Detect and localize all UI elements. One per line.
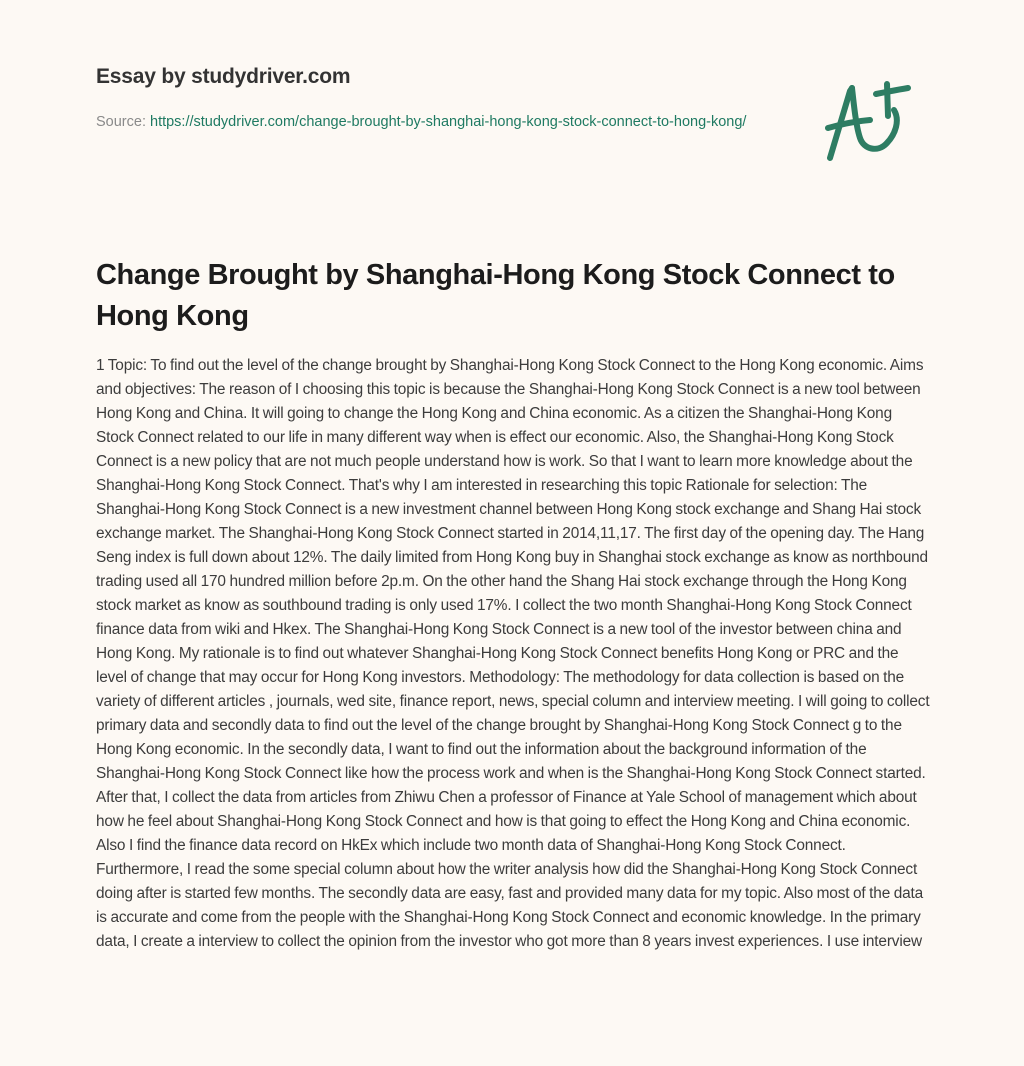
page-header <box>96 62 796 134</box>
site-title: Essay by studydriver.com <box>96 65 351 88</box>
source-link[interactable]: https://studydriver.com/change-brought-by-shanghai-hong-kong-stock-connect-to-hong-kong/ <box>150 114 747 130</box>
a-plus-grade-icon <box>820 66 930 166</box>
article-title: Change Brought by Shanghai-Hong Kong Stock Connect to Hong Kong <box>96 259 895 332</box>
source-line <box>96 110 766 134</box>
source-label: Source: <box>96 114 150 130</box>
article-body: 1 Topic: To find out the level of the change brought by Shanghai-Hong Kong Stock Connect to the Hong Kong economic. Aims and objectives: The reason of I choosing this topic is because the Shanghai-Hong Kong Stock Connect is a new tool between Hong Kong and China. It will going to change the Hong Kong and China economic. As a citizen the Shanghai-Hong Kong Stock Connect related to our life in many different way when is effect our economic. Also, the Shanghai-Hong Kong Stock Connect is a new policy that are not much people understand how is work. So that I want to learn more knowledge about the Shanghai-Hong Kong Stock Connect. That's why I am interested in researching this topic Rationale for selection: The Shanghai-Hong Kong Stock Connect is a new investment channel between Hong Kong stock exchange and Shang Hai stock exchange market. The Shanghai-Hong Kong Stock Connect started in 2014,11,17. The first day of the opening day. The Hang Seng index is full down about 12%. The daily limited from Hong Kong buy in Shanghai stock exchange as know as northbound trading used all 170 hundred million before 2p.m. On the other hand the Shang Hai stock exchange through the Hong Kong stock market as know as southbound trading is only used 17%. I collect the two month Shanghai-Hong Kong Stock Connect finance data from wiki and Hkex. The Shanghai-Hong Kong Stock Connect is a new tool of the investor between china and Hong Kong. My rationale is to find out whatever Shanghai-Hong Kong Stock Connect benefits Hong Kong or PRC and the level of change that may occur for Hong Kong investors. Methodology: The methodology for data collection is based on the variety of different articles , journals, wed site, finance report, news, special column and interview meeting. I will going to collect primary data and secondly data to find out the level of the change brought by Shanghai-Hong Kong Stock Connect g to the Hong Kong economic. In the secondly data, I want to find out the information about the background information of the Shanghai-Hong Kong Stock Connect like how the process work and when is the Shanghai-Hong Kong Stock Connect started. After that, I collect the data from articles from Zhiwu Chen a professor of Finance at Yale School of management which about how he feel about Shanghai-Hong Kong Stock Connect and how is that going to effect the Hong Kong and China economic. Also I find the finance data record on HkEx which include two month data of Shanghai-Hong Kong Stock Connect. Furthermore, I read the some special column about how the writer analysis how did the Shanghai-Hong Kong Stock Connect doing after is started few months. The secondly data are easy, fast and provided many data for my topic. Also most of the data is accurate and come from the people with the Shanghai-Hong Kong Stock Connect and economic knowledge. In the primary data, I create a interview to collect the opinion from the investor who got more than 8 years invest experiences. I use interview <box>96 357 930 950</box>
